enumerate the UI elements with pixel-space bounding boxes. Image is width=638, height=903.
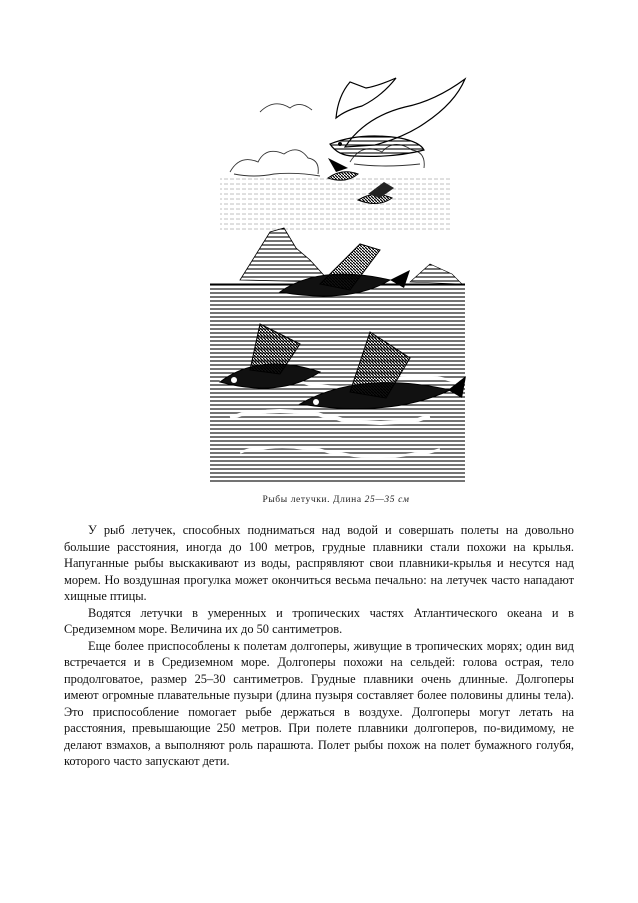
- seagull-icon: [330, 78, 465, 156]
- sky-shading: [220, 177, 450, 232]
- paragraph: Еще более приспособлены к полетам долгоперы, живущие в тропических морях; один вид встречается и в Средиземном море. Долгоперы похожи на сельдей: голова острая, тело продолговатое, размер 25–30 сантиметров. Грудные плавники очень длинные. Долгоперы имеют огромные плавательные пузыри (длина пузыря составляет более половины длины тела). Это приспособление помогает рыбе держаться в воздухе. Долгоперы могут летать на расстояния, превышающие 250 метров. При полете плавники долгоперов, по-видимому, не делают взмахов, а выполняют роль парашюта. Полет рыбы похож на полет бумажного голубя, которого часто запускают дети.: [64, 638, 574, 768]
- caption-size: 25—35 см: [364, 495, 410, 505]
- body-text: [64, 522, 574, 770]
- mountain: [240, 228, 330, 282]
- paragraph: Водятся летучки в умеренных и тропических частях Атлантического океана и в Средиземном море. Величина их до 50 сантиметров.: [64, 605, 574, 636]
- flying-fish-illustration: [200, 52, 472, 490]
- figure-caption: [200, 495, 472, 505]
- engraving-drawing: [200, 52, 472, 490]
- caption-main: Рыбы летучки. Длина: [262, 495, 362, 505]
- paragraph: У рыб летучек, способных подниматься над водой и совершать полеты на довольно большие расстояния, иногда до 100 метров, грудные плавники стали похожи на крылья. Напуганные рыбы выскакивают из воды, распрявляют свои плавники-крылья и несутся над морем. Но воздушная прогулка может окончиться весьма печально: на летучек часто нападают хищные птицы.: [64, 523, 574, 603]
